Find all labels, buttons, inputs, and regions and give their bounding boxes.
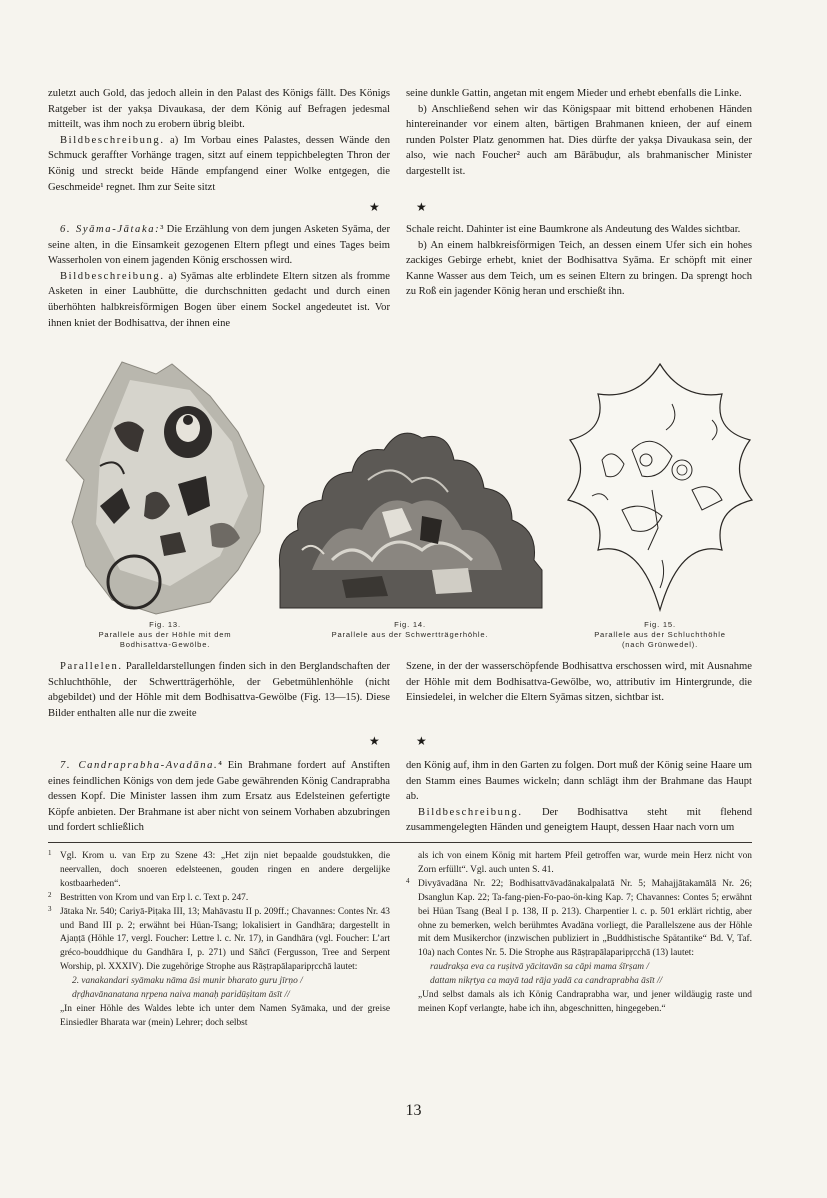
paragraph bbox=[48, 758, 390, 836]
footnote-3 bbox=[48, 906, 390, 976]
paragraph-text: a) Syāmas alte erblindete Eltern sitzen als fromme Asketen in einer Laubhütte, die durchschnitten gedacht und durch einen überhöhten halbkreisförmigen Bogen über einem Sockel angedeutet ist. Vor ihnen kniet der Bodhisattva, der ihnen eine bbox=[48, 270, 390, 329]
figure-15-caption bbox=[550, 620, 770, 650]
parallelen-left-column bbox=[48, 659, 390, 721]
section-separator-left: ★ bbox=[369, 200, 380, 214]
footnote-rule bbox=[48, 842, 752, 843]
paragraph bbox=[48, 269, 390, 331]
section-heading: 7. Candraprabha-Avadāna. bbox=[60, 760, 219, 771]
paragraph: b) Anschließend sehen wir das Königspaar mit bittend erhobenen Händen hintereinander vor einem alten, bärtigen Brahmanen knieen, der auf einem runden Polster Platz genommen hat. Dies dürfte der yakṣa Divaukasa sein, der also, wie nach Foucher² auch am Bārābuḍur, als brahmanischer Minister dargestellt ist. bbox=[406, 103, 752, 177]
verse-line: raudrakṣa eva ca ruṣitvā yācitavān sa cāpi mama śīrṣam / bbox=[430, 962, 649, 973]
figure-caption-line: Parallele aus der Höhle mit dem bbox=[98, 630, 232, 639]
footnote-marker: 4 bbox=[406, 876, 410, 885]
paragraph-text: Der Bodhisattva steht mit flehend zusammengelegten Händen und geneigtem Haupt, dessen Haar nach vorn um bbox=[406, 806, 752, 834]
verse-translation: „Und selbst damals als ich König Candraprabha war, und jener wildäugig raste und meinen Kopf verlangte, habe ich ihn, abgeschnitten, hingegeben.“ bbox=[418, 990, 752, 1014]
paragraph-text: a) Im Vorbau eines Palastes, dessen Wände den Schmuck geraffter Vorhänge tragen, sitzt auf einem teppichbelegten Thron der König und streckt beide Hände empfangend einer Wolke entgegen, die Geschmeide¹ regnet. Ihm zur Seite sitzt bbox=[48, 134, 390, 193]
footnotes-left-column bbox=[48, 850, 390, 1031]
paragraph: seine dunkle Gattin, angetan mit engem Mieder und erhebt ebenfalls die Linke. bbox=[406, 88, 742, 99]
figure-label: Fig. 13. bbox=[149, 620, 181, 629]
paragraph: Szene, in der der wasserschöpfende Bodhisattva erschossen wird, mit Ausnahme der Höhle mit dem Bodhisattva-Gewölbe, wo, attributiv im Hintergrunde, die Einsiedelei, in welcher die Eltern Syāmas sitzen, sichtbar ist. bbox=[406, 661, 752, 704]
footnote-marker: 2 bbox=[48, 890, 52, 899]
figure-label: Fig. 14. bbox=[394, 620, 426, 629]
figure-13-image bbox=[60, 356, 268, 618]
section-separator-right: ★ bbox=[416, 734, 427, 748]
footnote-4 bbox=[406, 878, 752, 961]
footnotes-right-column bbox=[406, 850, 752, 1017]
paragraph-text: Paralleldarstellungen finden sich in den Berglandschaften der Schluchthöhle, der Schwertträgerhöhle, der Gebetmühlenhöhle (nicht abgebildet) und der Höhle mit dem Bodhisattva-Gewölbe (Fig. 13—15). Diese Bilder enthalten alle nur die zweite bbox=[48, 661, 390, 719]
figure-caption-line: (nach Grünwedel). bbox=[621, 640, 699, 649]
figure-caption-line: Parallele aus der Schwertträgerhöhle. bbox=[331, 630, 489, 639]
figure-14-caption bbox=[290, 620, 530, 640]
page-number: 13 bbox=[405, 1102, 422, 1119]
run-in-heading: Bildbeschreibung. bbox=[60, 134, 165, 146]
footnote-marker: 1 bbox=[48, 849, 52, 857]
footnote-2 bbox=[48, 892, 390, 906]
paragraph bbox=[406, 805, 752, 836]
footnote-marker: 3 bbox=[48, 904, 52, 913]
footnote-1 bbox=[48, 850, 390, 892]
footnote-text: Divyāvadāna Nr. 22; Bodhisattvāvadānakalpalatā Nr. 5; Mahajjātakamālā Nr. 26; Dsanglun Kap. 22; Ta-fang-pien-Fo-pao-ön-king Kap. 7; Chavannes: Contes 5; erwähnt bei Hüan Tsang (Beal I p. 138, II p. 213). Charpentier l. c. p. 501 erklärt richtig, aber ohne zu bemerken, welch berühmtes Avadāna vorliegt, die Parallelszene aus der Höhle mit dem Musikerchor (inzwischen publiziert in „Buddhistische Spätantike“ Bd. V, Taf. 10a) nach Contes Nr. 5. Die Strophe aus Rāṣṭrapālaparipṛcchā (13) lautet: bbox=[418, 878, 752, 959]
section7-right-column bbox=[406, 758, 752, 836]
parallelen-right-column bbox=[406, 659, 752, 706]
paragraph: b) An einem halbkreisförmigen Teich, an dessen einem Ufer sich ein hohes zackiges Gebirge erhebt, kniet der Bodhisattva Syāma. Er schöpft mit einer Kanne Wasser aus dem Teich, um es seinen Eltern zu bringen. Da sprengt hoch zu Roß ein jagender König heran und erschießt ihn. bbox=[406, 239, 752, 298]
verse-line: dattam nikṛtya ca mayā tad rāja yadā ca candraprabha āsīt // bbox=[430, 976, 663, 987]
paragraph: Schale reicht. Dahinter ist eine Baumkrone als Andeutung des Waldes sichtbar. bbox=[406, 224, 741, 235]
verse-line: 2. vanakandari syāmaku nāma āsi munir bharato guru jīrṇo / bbox=[72, 976, 303, 987]
paragraph: den König auf, ihm in den Garten zu folgen. Dort muß der König seine Haare um den Stamm eines Baumes wickeln; dann schlägt ihm der Brahmane das Haupt ab. bbox=[406, 760, 752, 803]
paragraph bbox=[48, 659, 390, 721]
run-in-heading: Bildbeschreibung. bbox=[418, 806, 523, 818]
figure-14-image bbox=[272, 420, 548, 610]
footnote-3-continued: als ich von einem König mit hartem Pfeil getroffen war, wurde mein Herz nicht von Zorn erfüllt“. Vgl. auch unten S. 41. bbox=[418, 851, 752, 875]
verse-line: dṛḍhavānanatana nṛpena naiva manaḥ paridūṣitam āsīt // bbox=[72, 990, 290, 1001]
section-separator-right: ★ bbox=[416, 200, 427, 214]
footnote-text: Jātaka Nr. 540; Cariyā-Piṭaka III, 13; Mahāvastu II p. 209ff.; Chavannes: Contes Nr. 43 und Band III p. 2; erwähnt bei Hüan-Tsang; lokalisiert in Gandhāra; dargestellt in Ajaṇṭā (Höhle 17, vergl. Foucher: Lettre l. c. Nr. 17), in Gandhāra (vgl. Foucher: L’art gréco-bouddhique du Gandhāra I, p. 271) und Sāñcī (Fergusson, Tree and Serpent Worship, pl. XXXIV). Die zugehörige Strophe aus Rāṣṭrapālaparipṛcchā lautet: bbox=[60, 906, 390, 973]
section-separator-left: ★ bbox=[369, 734, 380, 748]
run-in-heading: Bildbeschreibung. bbox=[60, 270, 165, 282]
section6-left-column bbox=[48, 222, 390, 331]
footnote-text: Bestritten von Krom und van Erp l. c. Text p. 247. bbox=[60, 892, 249, 903]
figure-caption-line: Bodhisattva-Gewölbe. bbox=[119, 640, 211, 649]
top-right-column bbox=[406, 86, 752, 180]
paragraph: zuletzt auch Gold, das jedoch allein in den Palast des Königs fällt. Des Königs Ratgeber ist der yakṣa Divaukasa, der dem König auf Befragen jedesmal mitteilt, was ihm noch zu erobern übrig bleibt. bbox=[48, 88, 390, 131]
section6-right-column bbox=[406, 222, 752, 300]
verse-translation: „In einer Höhle des Waldes lebte ich unter dem Namen Syāmaka, und der greise Einsiedler Bharata war (mein) Lehrer; doch selbst bbox=[60, 1003, 390, 1028]
section-heading: 6. Syāma-Jātaka: bbox=[60, 224, 161, 235]
paragraph bbox=[48, 133, 390, 195]
run-in-heading: Parallelen. bbox=[60, 661, 123, 672]
paragraph-text: ⁴ Ein Brahmane fordert auf Anstiften eines feindlichen Königs von dem jede Gabe gewährenden König Candraprabha dessen Kopf. Die Minister lassen ihm zum Ersatz aus Edelsteinen gefertigte Köpfe anbieten. Der Brahmane ist aber nicht von seinem Vorhaben abzubringen und fordert schließlich bbox=[48, 760, 390, 834]
figure-13-caption bbox=[40, 620, 290, 650]
figure-caption-line: Parallele aus der Schluchthöhle bbox=[594, 630, 726, 639]
paragraph bbox=[48, 222, 390, 269]
figure-label: Fig. 15. bbox=[644, 620, 676, 629]
footnote-text: Vgl. Krom u. van Erp zu Szene 43: „Het zijn niet bepaalde goudstukken, die neervallen, doch snoeren edelsteenen, gouden ringen en andere dergelijke kostbaarheden“. bbox=[60, 851, 390, 889]
paragraph-text: ³ Die Erzählung von dem jungen Asketen Syāma, der seine alten, in die Einsamkeit gezogenen Eltern pflegt und eines Tages beim Wasserholen von einem jagenden König erschossen wird. bbox=[48, 224, 391, 267]
figure-15-image bbox=[562, 360, 758, 614]
top-left-column bbox=[48, 86, 390, 195]
section7-left-column bbox=[48, 758, 390, 836]
